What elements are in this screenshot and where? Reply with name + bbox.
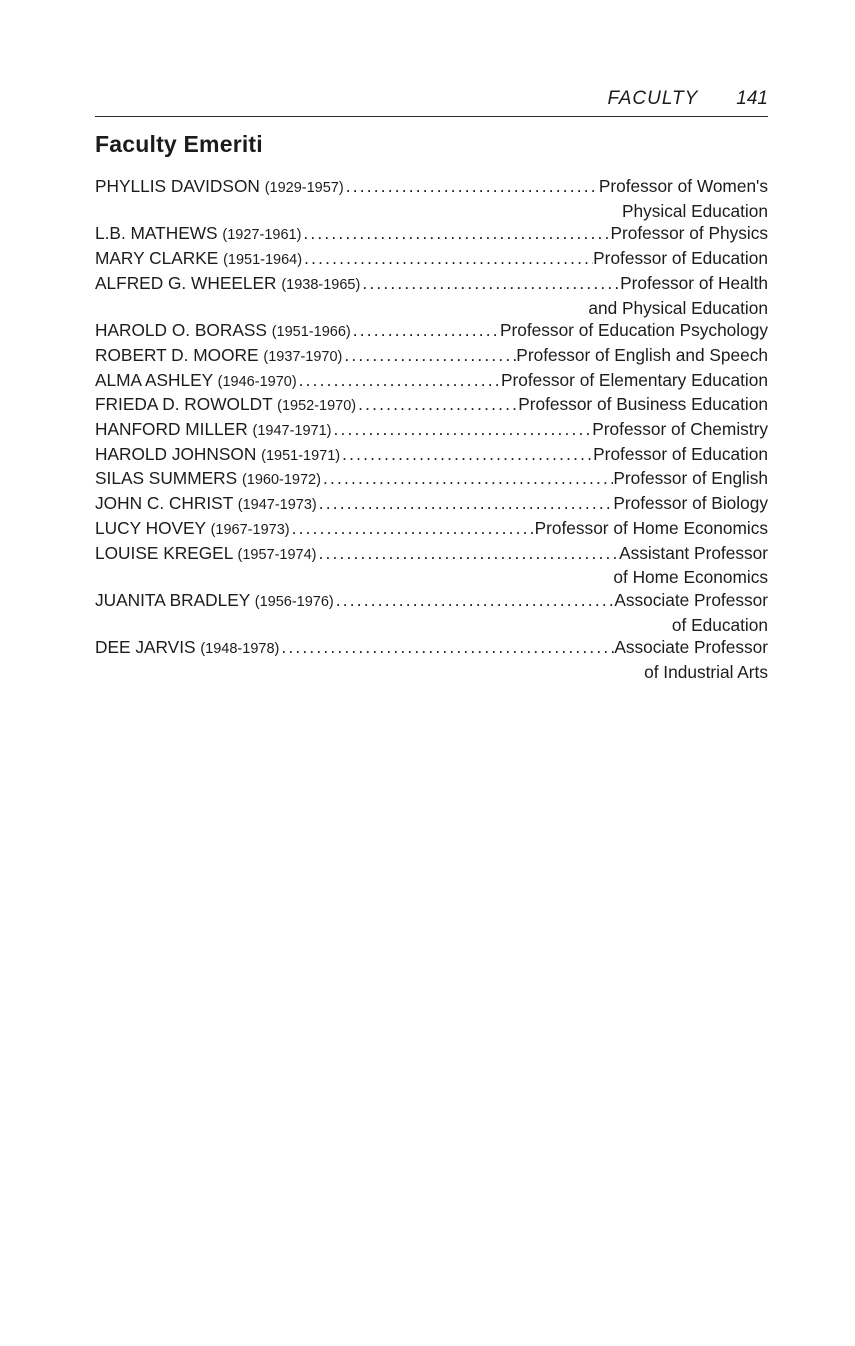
faculty-entry (95, 175, 768, 222)
faculty-title: Professor of English and Speech (516, 344, 768, 365)
faculty-entry (95, 247, 768, 272)
faculty-entry (95, 369, 768, 394)
name-and-years (95, 344, 342, 369)
name-and-years (95, 222, 301, 247)
faculty-name: LUCY HOVEY (95, 517, 206, 538)
dot-leader (351, 319, 500, 342)
name-and-years (95, 636, 279, 661)
dot-leader (279, 636, 614, 659)
faculty-name: MARY CLARKE (95, 248, 219, 269)
dot-leader (331, 418, 592, 441)
entry-line (95, 492, 768, 517)
entry-line (95, 517, 768, 542)
entry-line (95, 636, 768, 661)
faculty-title: Professor of English (613, 468, 768, 489)
entry-line (95, 319, 768, 344)
faculty-title-continuation: of Home Economics (613, 567, 768, 588)
service-years: (1946-1970) (217, 373, 297, 390)
dot-leader (302, 247, 593, 270)
faculty-title: Professor of Education Psychology (499, 320, 768, 341)
name-and-years (95, 517, 290, 542)
faculty-name: HAROLD JOHNSON (95, 443, 257, 464)
name-and-years (95, 443, 340, 468)
faculty-title: Professor of Health (620, 272, 768, 293)
faculty-title: Professor of Biology (613, 493, 768, 514)
name-and-years (95, 542, 316, 567)
faculty-entry (95, 467, 768, 492)
name-and-years (95, 393, 356, 418)
entry-line (95, 393, 768, 418)
faculty-entry (95, 492, 768, 517)
service-years: (1947-1973) (237, 497, 317, 514)
faculty-title: Professor of Education (593, 248, 768, 269)
faculty-name: ROBERT D. MOORE (95, 344, 259, 365)
name-and-years (95, 272, 360, 297)
faculty-entry (95, 517, 768, 542)
faculty-list (95, 175, 768, 684)
entry-line (95, 418, 768, 443)
page (95, 88, 768, 684)
service-years: (1951-1964) (223, 252, 303, 269)
service-years: (1967-1973) (210, 521, 290, 538)
dot-leader (317, 492, 614, 515)
faculty-title: Professor of Home Economics (534, 517, 768, 538)
service-years: (1951-1966) (271, 324, 351, 341)
dot-leader (321, 467, 613, 490)
service-years: (1952-1970) (277, 398, 357, 415)
running-header (95, 88, 768, 117)
faculty-name: L.B. MATHEWS (95, 223, 218, 244)
faculty-name: FRIEDA D. ROWOLDT (95, 394, 273, 415)
header-section-name: FACULTY (607, 88, 699, 109)
faculty-entry (95, 418, 768, 443)
faculty-name: ALFRED G. WHEELER (95, 272, 277, 293)
service-years: (1937-1970) (263, 348, 343, 365)
entry-line (95, 344, 768, 369)
faculty-title: Professor of Elementary Education (500, 369, 768, 390)
faculty-title-continuation: of Education (671, 614, 768, 635)
service-years: (1927-1961) (222, 227, 302, 244)
faculty-name: PHYLLIS DAVIDSON (95, 176, 260, 196)
entry-line (95, 222, 768, 247)
name-and-years (95, 319, 351, 344)
service-years: (1956-1976) (254, 593, 334, 610)
entry-line (95, 542, 768, 567)
faculty-name: DEE JARVIS (95, 637, 196, 658)
faculty-title: Professor of Education (593, 443, 768, 464)
faculty-title: Professor of Chemistry (592, 419, 768, 440)
faculty-name: ALMA ASHLEY (95, 369, 213, 390)
faculty-name: HANFORD MILLER (95, 419, 248, 440)
dot-leader (360, 272, 620, 295)
dot-leader (297, 369, 501, 392)
service-years: (1947-1971) (252, 423, 332, 440)
faculty-title: Professor of Business Education (518, 394, 768, 415)
section-title: Faculty Emeriti (95, 131, 263, 157)
faculty-title-continuation: and Physical Education (588, 297, 768, 318)
dot-leader (334, 589, 615, 612)
service-years: (1951-1971) (261, 447, 341, 464)
dot-leader (344, 175, 599, 198)
faculty-entry (95, 222, 768, 247)
faculty-entry (95, 542, 768, 589)
faculty-entry (95, 636, 768, 683)
name-and-years (95, 418, 331, 443)
entry-line (95, 175, 768, 200)
faculty-entry (95, 272, 768, 319)
entry-line (95, 369, 768, 394)
entry-line (95, 247, 768, 272)
dot-leader (356, 393, 518, 416)
faculty-name: JOHN C. CHRIST (95, 493, 233, 514)
entry-line (95, 589, 768, 614)
dot-leader (340, 443, 593, 466)
dot-leader (290, 517, 535, 540)
entry-line (95, 467, 768, 492)
service-years: (1938-1965) (281, 276, 361, 293)
name-and-years (95, 467, 321, 492)
entry-line (95, 443, 768, 468)
faculty-name: HAROLD O. BORASS (95, 320, 267, 341)
dot-leader (301, 222, 610, 245)
name-and-years (95, 369, 297, 394)
dot-leader (316, 542, 619, 565)
faculty-entry (95, 443, 768, 468)
service-years: (1957-1974) (237, 546, 317, 563)
faculty-title: Professor of Physics (610, 223, 768, 244)
faculty-title-continuation: of Industrial Arts (644, 662, 768, 683)
name-and-years (95, 175, 344, 200)
service-years: (1960-1972) (241, 472, 321, 489)
faculty-entry (95, 393, 768, 418)
name-and-years (95, 589, 334, 614)
faculty-title: Professor of Women's (598, 176, 768, 196)
service-years: (1929-1957) (264, 180, 344, 196)
name-and-years (95, 247, 302, 272)
faculty-name: LOUISE KREGEL (95, 542, 233, 563)
faculty-title: Assistant Professor (619, 542, 768, 563)
entry-line (95, 272, 768, 297)
faculty-name: JUANITA BRADLEY (95, 589, 250, 610)
faculty-title: Associate Professor (614, 637, 768, 658)
faculty-title: Associate Professor (614, 589, 768, 610)
service-years: (1948-1978) (200, 641, 280, 658)
faculty-entry (95, 319, 768, 344)
faculty-entry (95, 344, 768, 369)
faculty-entry (95, 589, 768, 636)
name-and-years (95, 492, 317, 517)
dot-leader (342, 344, 516, 367)
faculty-name: SILAS SUMMERS (95, 468, 238, 489)
faculty-title-continuation: Physical Education (621, 200, 768, 221)
page-number: 141 (736, 88, 768, 109)
